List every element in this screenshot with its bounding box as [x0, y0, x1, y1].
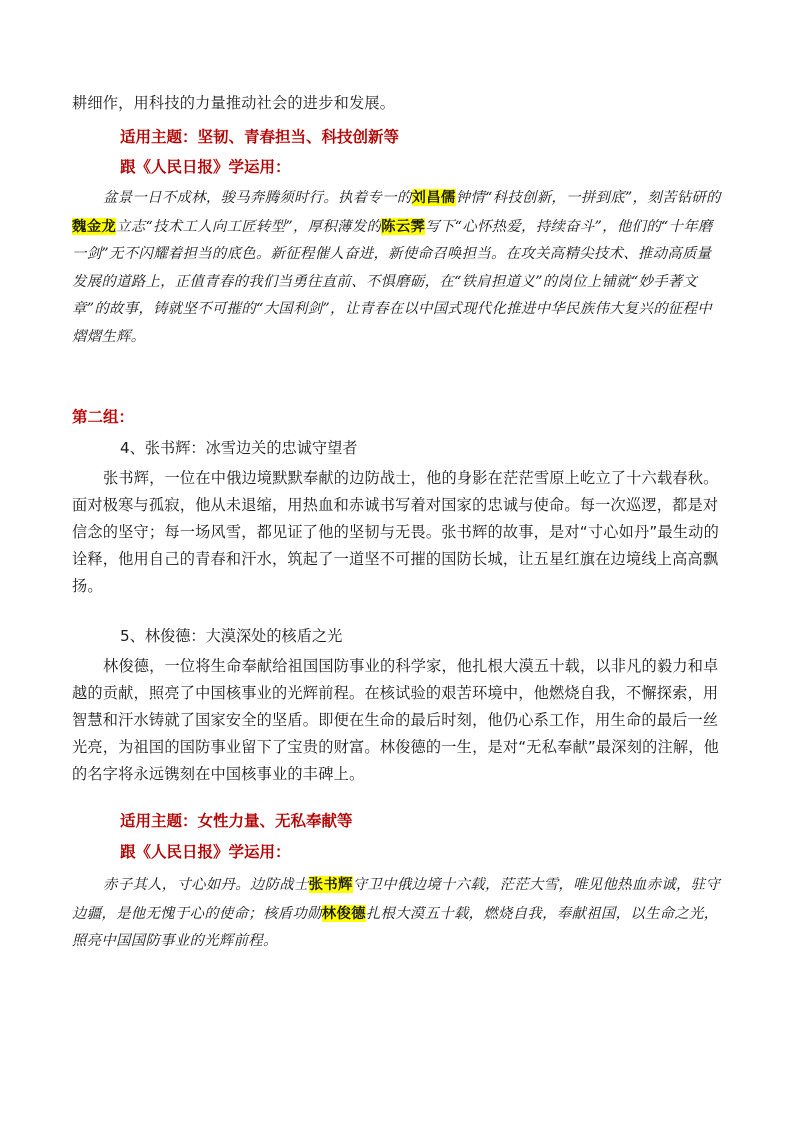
item-body-5: 林俊德，一位将生命奉献给祖国国防事业的科学家，他扎根大漠五十载，以非凡的毅力和卓越的贡献，照亮了中国核事业的光辉前程。在核试验的艰苦环境中，他燃烧自我，不懈探索，用智慧和汗水铸就了国家安全的坚盾。即便在生命的最后时刻，他仍心系工作，用生命的最后一丝光亮，为祖国的国防事业留下了宝贵的财富。林俊德的一生，是对“无私奉献”最深刻的注解，他的名字将永远镌刻在中国核事业的丰碑上。: [72, 657, 720, 783]
highlight-name: 魏金龙: [72, 217, 117, 235]
group-heading: 第二组：: [72, 408, 135, 426]
applicable-theme-1: 适用主题：坚韧、青春担当、科技创新等: [120, 128, 400, 146]
usage-text: 盆景一日不成林，骏马奔腾须时行。执着专一的: [103, 190, 412, 206]
highlight-name: 刘昌儒: [411, 189, 456, 206]
item-title-5: 5、林俊德：大漠深处的核盾之光: [120, 627, 343, 645]
usage-text: 写下“心怀热爱，持续奋斗”，他们的“十年磨一剑”无不闪耀着担当的底色。新征程催人奋进，新使命召唤担当。在攻关高精尖技术、推动高质量发展的道路上，正值青春的我们当勇往直前、不惧磨砺，在“铁肩担道义”的岗位上铺就“妙手著文章”的故事，铸就坚不可摧的“大国利剑”，让青春在以中国式现代化推进中华民族伟大复兴的征程中熠熠生辉。: [72, 218, 713, 345]
learn-from-peoples-daily-2: 跟《人民日报》学运用：: [120, 843, 291, 861]
continuation-line: 耕细作，用科技的力量推动社会的进步和发展。: [72, 94, 396, 112]
usage-text: 扎根大漠五十载，燃烧自我，奉献祖国，以生命之光，照亮中国国防事业的光辉前程。: [72, 905, 719, 949]
usage-text: 钟情“科技创新，一拼到底”，刻苦钻研的: [455, 190, 721, 206]
learn-from-peoples-daily-1: 跟《人民日报》学运用：: [120, 158, 291, 176]
usage-text: 守卫中俄边境十六载，茫茫大雪，唯见他热血赤诚，驻守边疆，是他无愧于心的使命；核盾功勋: [72, 877, 721, 922]
usage-text: 赤子其人，寸心如丹。边防战士: [103, 877, 309, 893]
highlight-name: 陈云霁: [381, 217, 426, 235]
item-title-4: 4、张书辉：冰雪边关的忠诚守望者: [120, 439, 358, 457]
highlight-name: 张书辉: [308, 876, 353, 893]
usage-paragraph-2: [72, 871, 724, 956]
item-body-4: 张书辉，一位在中俄边境默默奉献的边防战士，他的身影在茫茫雪原上屹立了十六载春秋。面对极寒与孤寂，他从未退缩，用热血和赤诚书写着对国家的忠诚与使命。每一次巡逻，都是对信念的坚守；每一场风雪，都见证了他的坚韧与无畏。张书辉的故事，是对“寸心如丹”最生动的诠释，他用自己的青春和汗水，筑起了一道坚不可摧的国防长城，让五星红旗在边境线上高高飘扬。: [72, 469, 720, 595]
applicable-theme-2: 适用主题：女性力量、无私奉献等: [120, 812, 353, 830]
highlight-name: 林俊德: [321, 904, 366, 922]
usage-paragraph-1: [72, 184, 724, 351]
usage-text: 立志“技术工人向工匠转型”，厚积薄发的: [116, 218, 382, 235]
